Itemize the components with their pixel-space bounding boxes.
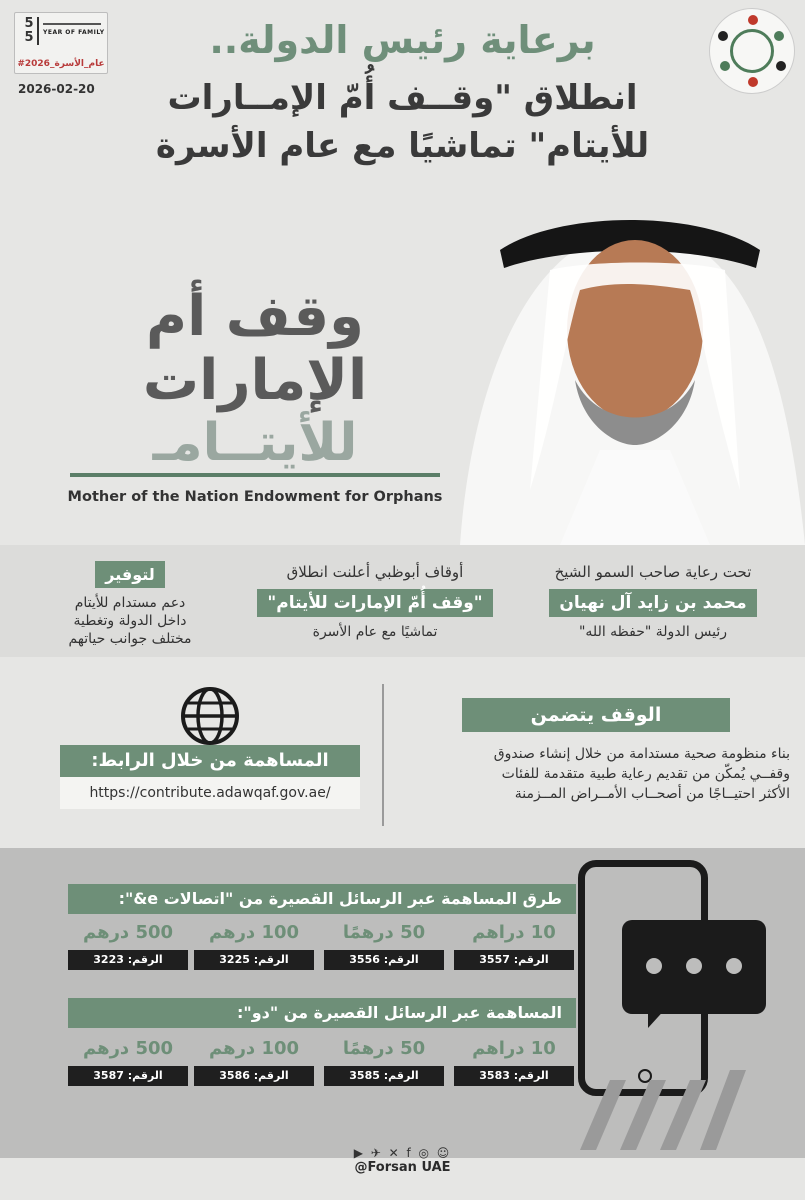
du-title: المساهمة عبر الرسائل القصيرة من "دو":: [68, 998, 576, 1028]
portrait-illustration: [440, 190, 805, 545]
endowment-name: "وقف أُمّ الإمارات للأيتام": [257, 589, 492, 617]
announcement-intro: أوقاف أبوظبي أعلنت انطلاق: [286, 563, 464, 581]
endowment-logo-arabic-line2: للأيتــامـ: [152, 413, 358, 473]
chat-bubble-icon: [622, 920, 766, 1014]
subtitle-line-1: انطلاق "وقــف أُمّ الإمــارات: [167, 78, 638, 118]
chat-dot-3: [726, 958, 742, 974]
announcement-column: [255, 563, 495, 641]
footer: [300, 1146, 505, 1175]
patronage-intro: تحت رعاية صاحب السمو الشيخ: [554, 563, 752, 581]
globe-icon: [180, 686, 240, 746]
announcement-context: تماشيًا مع عام الأسرة: [312, 624, 438, 640]
chat-dot-1: [646, 958, 662, 974]
etisalat-amount-100: 100 درهم: [208, 922, 300, 943]
du-options: [68, 1034, 576, 1094]
headline-subtitle: [110, 74, 695, 170]
badge-number: 5 5: [21, 17, 39, 45]
du-amount-500: 500 درهم: [82, 1038, 174, 1059]
year-of-family-badge: [14, 12, 108, 74]
social-handle: @Forsan UAE: [354, 1160, 451, 1175]
contribution-link-title: المساهمة من خلال الرابط:: [60, 745, 360, 777]
includes-line-2: وقفــي يُمكّن من تقديم رعاية طبية متقدمة للفئات: [501, 766, 790, 782]
du-amount-50: 50 درهمًا: [342, 1038, 426, 1059]
etisalat-code-50: الرقم: 3556: [324, 950, 444, 970]
purpose-column: [40, 561, 220, 648]
includes-line-1: بناء منظومة صحية مستدامة من خلال إنشاء صندوق: [493, 746, 790, 762]
badge-caption: YEAR OF FAMILY: [43, 29, 105, 36]
chat-bubble-tail: [648, 1006, 668, 1028]
decorative-stripes: [570, 1060, 770, 1150]
endowment-logo-english: Mother of the Nation Endowment for Orphans: [67, 489, 443, 505]
chat-dot-2: [686, 958, 702, 974]
etisalat-code-10: الرقم: 3557: [454, 950, 574, 970]
etisalat-code-500: الرقم: 3223: [68, 950, 188, 970]
du-code-50: الرقم: 3585: [324, 1066, 444, 1086]
includes-line-3: الأكثر احتيــاجًا من أصحــاب الأمــراض المــزمنة: [514, 786, 790, 802]
badge-hashtag: #عام_الأسرة_2026: [17, 59, 105, 69]
section-divider: [382, 684, 384, 826]
organization-logo: [709, 8, 795, 94]
patron-name: محمد بن زايد آل نهيان: [549, 589, 756, 617]
logo-ring: [730, 29, 774, 73]
patronage-column: [533, 563, 773, 641]
purpose-title: لتوفير: [95, 561, 165, 588]
etisalat-options: [68, 918, 576, 978]
etisalat-title: طرق المساهمة عبر الرسائل القصيرة من "اتصالات e&":: [68, 884, 576, 914]
patron-title: رئيس الدولة "حفظه الله": [578, 624, 728, 640]
purpose-line-1: دعم مستدام للأيتام: [74, 595, 186, 611]
etisalat-section: [68, 884, 576, 914]
etisalat-code-100: الرقم: 3225: [194, 950, 314, 970]
du-code-10: الرقم: 3583: [454, 1066, 574, 1086]
du-code-500: الرقم: 3587: [68, 1066, 188, 1086]
du-code-100: الرقم: 3586: [194, 1066, 314, 1086]
contribution-url-link[interactable]: https://contribute.adawqaf.gov.ae/: [60, 777, 360, 809]
social-media-icons: ▶ ✈ ✕ f ◎ ☺: [353, 1146, 452, 1160]
headline-title: برعاية رئيس الدولة..: [209, 18, 596, 62]
publish-date: 2026-02-20: [18, 82, 95, 96]
du-section: [68, 998, 576, 1028]
endowment-logo-arabic-line1: وقف أم الإمارات: [142, 284, 368, 413]
purpose-line-3: مختلف جوانب حياتهم: [68, 631, 192, 647]
includes-description: [400, 744, 790, 804]
etisalat-amount-500: 500 درهم: [82, 922, 174, 943]
subtitle-line-2: للأيتام" تماشيًا مع عام الأسرة: [155, 126, 650, 166]
contribution-link-box: [60, 745, 360, 809]
includes-title: الوقف يتضمن: [462, 698, 730, 732]
etisalat-amount-10: 10 دراهم: [472, 922, 556, 943]
purpose-line-2: داخل الدولة وتغطية: [73, 613, 187, 629]
badge-lines: [43, 19, 101, 29]
info-band: [0, 545, 805, 657]
du-amount-100: 100 درهم: [208, 1038, 300, 1059]
endowment-logo-underline: [70, 473, 440, 477]
etisalat-amount-50: 50 درهمًا: [342, 922, 426, 943]
endowment-logo: [60, 285, 450, 505]
du-amount-10: 10 دراهم: [472, 1038, 556, 1059]
portrait-photo: [440, 190, 805, 545]
